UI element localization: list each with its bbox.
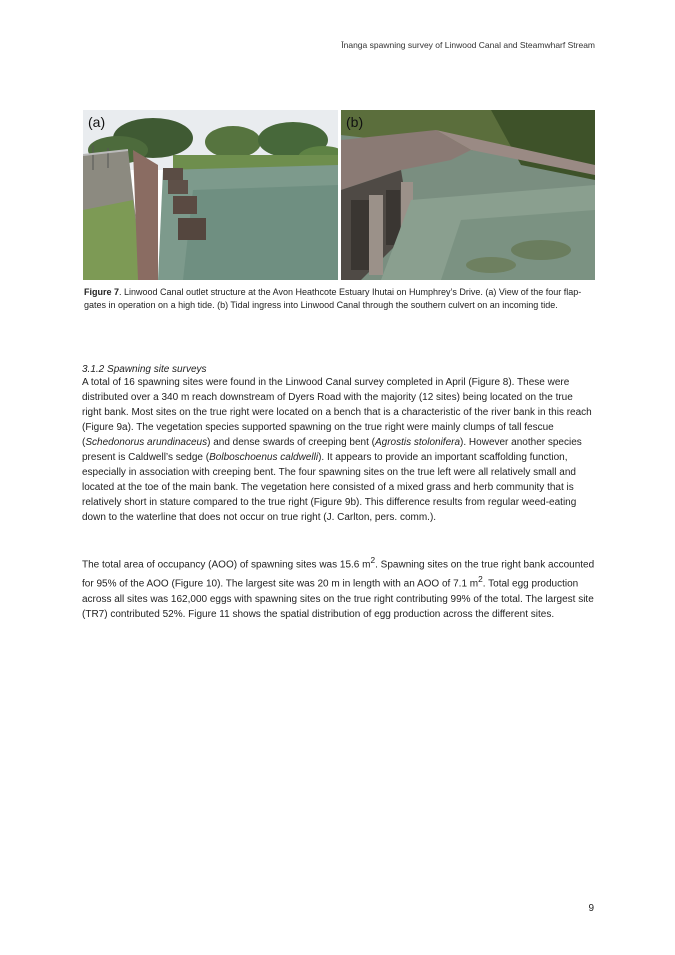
superscript: 2 (370, 555, 376, 565)
species-name: Bolboschoenus caldwelli (209, 452, 319, 463)
text-run: The total area of occupancy (AOO) of spawning sites was 15.6 m (82, 559, 371, 571)
species-name: Schedonorus arundinaceus (85, 437, 208, 448)
text-run: . Total egg production across all sites was 162,000 eggs with spawning sites on the true right contributing 99% of the total. The largest site (TR7) contributed 52%. Figure 11 shows the spatial distribution of egg production across the different sites. (82, 578, 594, 620)
running-header: Īnanga spawning survey of Linwood Canal and Steamwharf Stream (341, 40, 595, 50)
figure-7 (83, 110, 595, 280)
text-run: . Spawning sites on the true right bank accounted for 95% of the AOO (Figure 10). The largest site was 20 m in length with an AOO of 7.1 m (82, 559, 595, 590)
figure-caption (84, 286, 589, 311)
section-heading: 3.1.2 Spawning site surveys (82, 364, 207, 375)
caption-text: . Linwood Canal outlet structure at the Avon Heathcote Estuary Ihutai on Humphrey’s Drive. (a) View of the four flap-gates in operation on a high tide. (b) Tidal ingress into Linwood Canal through the southern culvert on an incoming tide. (84, 287, 582, 310)
panel-label-a: (a) (88, 114, 106, 130)
text-run: ) and dense swards of creeping bent ( (207, 437, 375, 448)
panel-label-b: (b) (346, 114, 364, 130)
flap-gates-image (83, 110, 338, 280)
species-name: Agrostis stolonifera (375, 437, 461, 448)
text-run: A total of 16 spawning sites were found in the Linwood Canal survey completed in April (Figure 8). These were distributed over a 340 m reach downstream of Dyers Road with the majority (12 sites) being located on the true right bank. Most sites on the true right were located on a bench that is a characteristic of the river bank in this reach (Figure 9a). The vegetation species supported spawning on the true right were mainly clumps of tall fescue ( (82, 377, 592, 448)
superscript: 2 (478, 574, 483, 585)
photo-flap-gates (83, 110, 338, 280)
photo-culvert (341, 110, 595, 280)
page-number: 9 (588, 903, 594, 914)
text-run: ). It appears to provide an important scaffolding function, especially in association with creeping bent. The four spawning sites on the true left were all relatively small and located at the toe of the main bank. The vegetation here consisted of a mixed grass and herb community that is relatively short in stature compared to the true right (Figure 9b). This difference results from regular weed-eating down to the waterline that does not occur on true right (J. Carlton, pers. comm.). (82, 452, 577, 523)
paragraph-spawning-sites (82, 375, 595, 525)
caption-label: Figure 7 (84, 287, 120, 297)
paragraph-area-of-occupancy (82, 553, 595, 622)
text-run: ). However another species present is Caldwell’s sedge ( (82, 437, 582, 463)
culvert-image (341, 110, 595, 280)
